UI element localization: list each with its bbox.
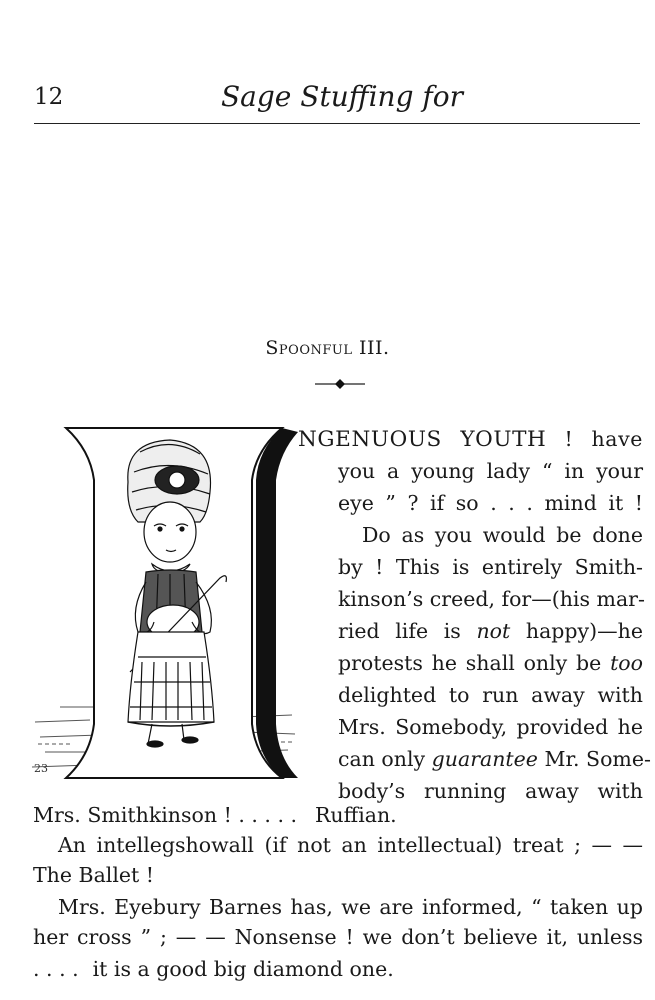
text-line: can only guarantee Mr. Some- [338,747,651,771]
text-line: Do as you would be done [362,523,643,547]
text-line: by ! This is entirely Smith- [338,555,643,579]
emphasis-text: not [476,619,511,643]
header-rule [34,123,640,124]
text-line: eye ” ? if so . . . mind it ! [338,491,643,515]
text-line: The Ballet ! [33,863,155,887]
header-bar [34,80,640,122]
text-line: An intellegshowall (if not an intellectual) treat ; — — [58,833,643,857]
text-line: body’s running away with [338,779,643,803]
text-line: NGENUOUS YOUTH ! have [298,427,643,452]
illustration-signature: 23 [34,762,48,775]
emphasis-text: too [610,651,643,675]
text-line: protests he shall only be too [338,651,643,675]
running-title: Sage Stuffing for [221,80,463,113]
text-line: delighted to run away with [338,683,643,707]
section-title-numeral: III. [359,337,390,359]
text-line: kinson’s creed, for—(his mar- [338,587,645,611]
text-line: her cross ” ; — — Nonsense ! we don’t believe it, unless [33,925,643,949]
emphasis-text: guarantee [431,747,538,771]
decorated-initial-illustration [30,422,300,784]
page-number: 12 [34,84,64,110]
section-title [0,337,655,359]
text-line: . . . . it is a good big diamond one. [33,957,394,981]
text-line: Mrs. Eyebury Barnes has, we are informed, “ taken up [58,895,643,919]
text-line: Mrs. Smithkinson ! . . . . . Ruffian. [33,803,397,827]
text-line: you a young lady “ in your [338,459,643,483]
ornament-divider-icon [313,378,367,390]
letter-i-shadow [256,428,298,778]
section-title-word: Spoonful [265,337,353,359]
text-line: ried life is not happy)—he [338,619,643,643]
text-line: Mrs. Somebody, provided he [338,715,643,739]
